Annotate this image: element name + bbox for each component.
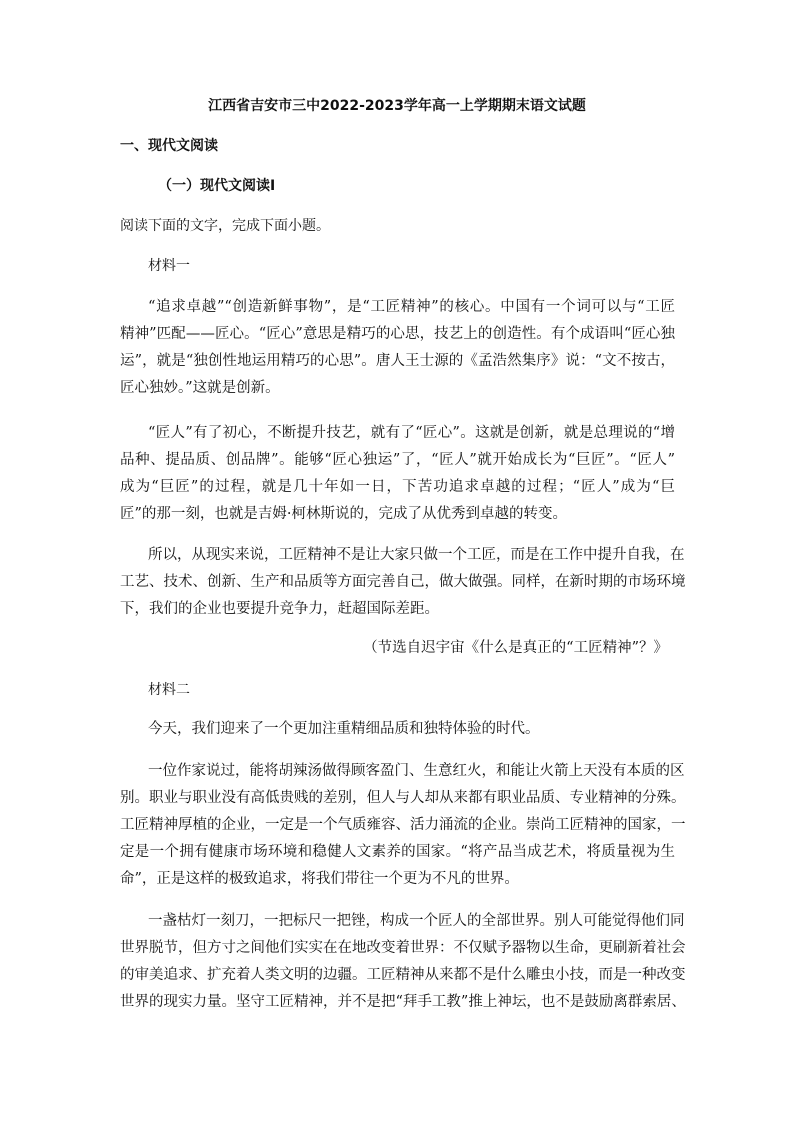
text-line: 下，我们的企业也要提升竞争力，赶超国际差距。 [120,601,439,617]
text-line: 工艺、技术、创新、生产和品质等方面完善自己，做大做强。同样，在新时期的市场环境 [120,574,686,590]
material-two-paragraph-3 [120,908,686,1016]
text-line: 定是一个拥有健康市场环境和稳健人文素养的国家。“将产品当成艺术，将质量视为生 [120,844,675,860]
material-one-paragraph-1 [120,294,675,402]
material-two-paragraph-1 [120,716,675,743]
text-line: 品种、提品质、创品牌”。能够“匠心独运”了，“匠人”就开始成长为“巨匠”。“匠人” [120,452,675,468]
sub-heading: （一）现代文阅读Ⅰ [158,178,276,194]
text-line: 精神”匹配——匠心。“匠心”意思是精巧的心思，技艺上的创造性。有个成语叫“匠心独 [120,326,675,342]
text-line: 一盏枯灯一刻刀，一把标尺一把锉，构成一个匠人的全部世界。别人可能觉得他们同 [148,913,685,929]
instruction-text: 阅读下面的文字，完成下面小题。 [120,218,330,234]
text-line: 匠”的那一刻，也就是吉姆·柯林斯说的，完成了从优秀到卓越的转变。 [120,506,568,522]
text-line: “追求卓越”“创造新鲜事物”，是“工匠精神”的核心。中国有一个词可以与“工匠 [148,299,675,315]
text-line: “匠人”有了初心，不断提升技艺，就有了“匠心”。这就是创新，就是总理说的“增 [148,425,675,441]
text-line: 世界的现实力量。坚守工匠精神，并不是把“拜手工教”推上神坛，也不是鼓励离群索居、 [120,994,686,1010]
text-line: 运”，就是“独创性地运用精巧的心思”。唐人王士源的《孟浩然集序》说：“文不按古， [120,353,675,369]
material-one-paragraph-3 [120,542,686,623]
text-line: 成为“巨匠”的过程，就是几十年如一日，下苦功追求卓越的过程；“匠人”成为“巨 [120,479,675,495]
material-two-label: 材料二 [148,682,190,698]
text-line: 世界脱节，但方寸之间他们实实在在地改变着世界：不仅赋予器物以生命，更刷新着社会 [120,940,686,956]
text-line: 工匠精神厚植的企业，一定是一个气质雍容、活力涌流的企业。崇尚工匠精神的国家，一 [120,817,686,833]
text-line: 所以，从现实来说，工匠精神不是让大家只做一个工匠，而是在工作中提升自我，在 [148,547,685,563]
text-line: 别。职业与职业没有高低贵贱的差别，但人与人却从来都有职业品质、专业精神的分殊。 [120,790,686,806]
material-one-label: 材料一 [148,258,190,274]
text-line: 的审美追求、扩充着人类文明的边疆。工匠精神从来都不是什么雕虫小技，而是一种改变 [120,967,686,983]
material-one-source: （节选自迟宇宙《什么是真正的“工匠精神”？》 [363,640,668,656]
text-line: 匠心独妙。”这就是创新。 [120,380,280,396]
exam-title: 江西省吉安市三中2022-2023学年高一上学期期末语文试题 [208,98,586,114]
material-two-paragraph-2 [120,758,686,893]
material-one-paragraph-2 [120,420,675,528]
text-line: 命”，正是这样的极致追求，将我们带往一个更为不凡的世界。 [120,871,519,887]
section-heading: 一、现代文阅读 [120,138,218,154]
text-line: 一位作家说过，能将胡辣汤做得顾客盈门、生意红火，和能让火箭上天没有本质的区 [148,763,685,779]
text-line: 今天，我们迎来了一个更加注重精细品质和独特体验的时代。 [148,721,540,737]
